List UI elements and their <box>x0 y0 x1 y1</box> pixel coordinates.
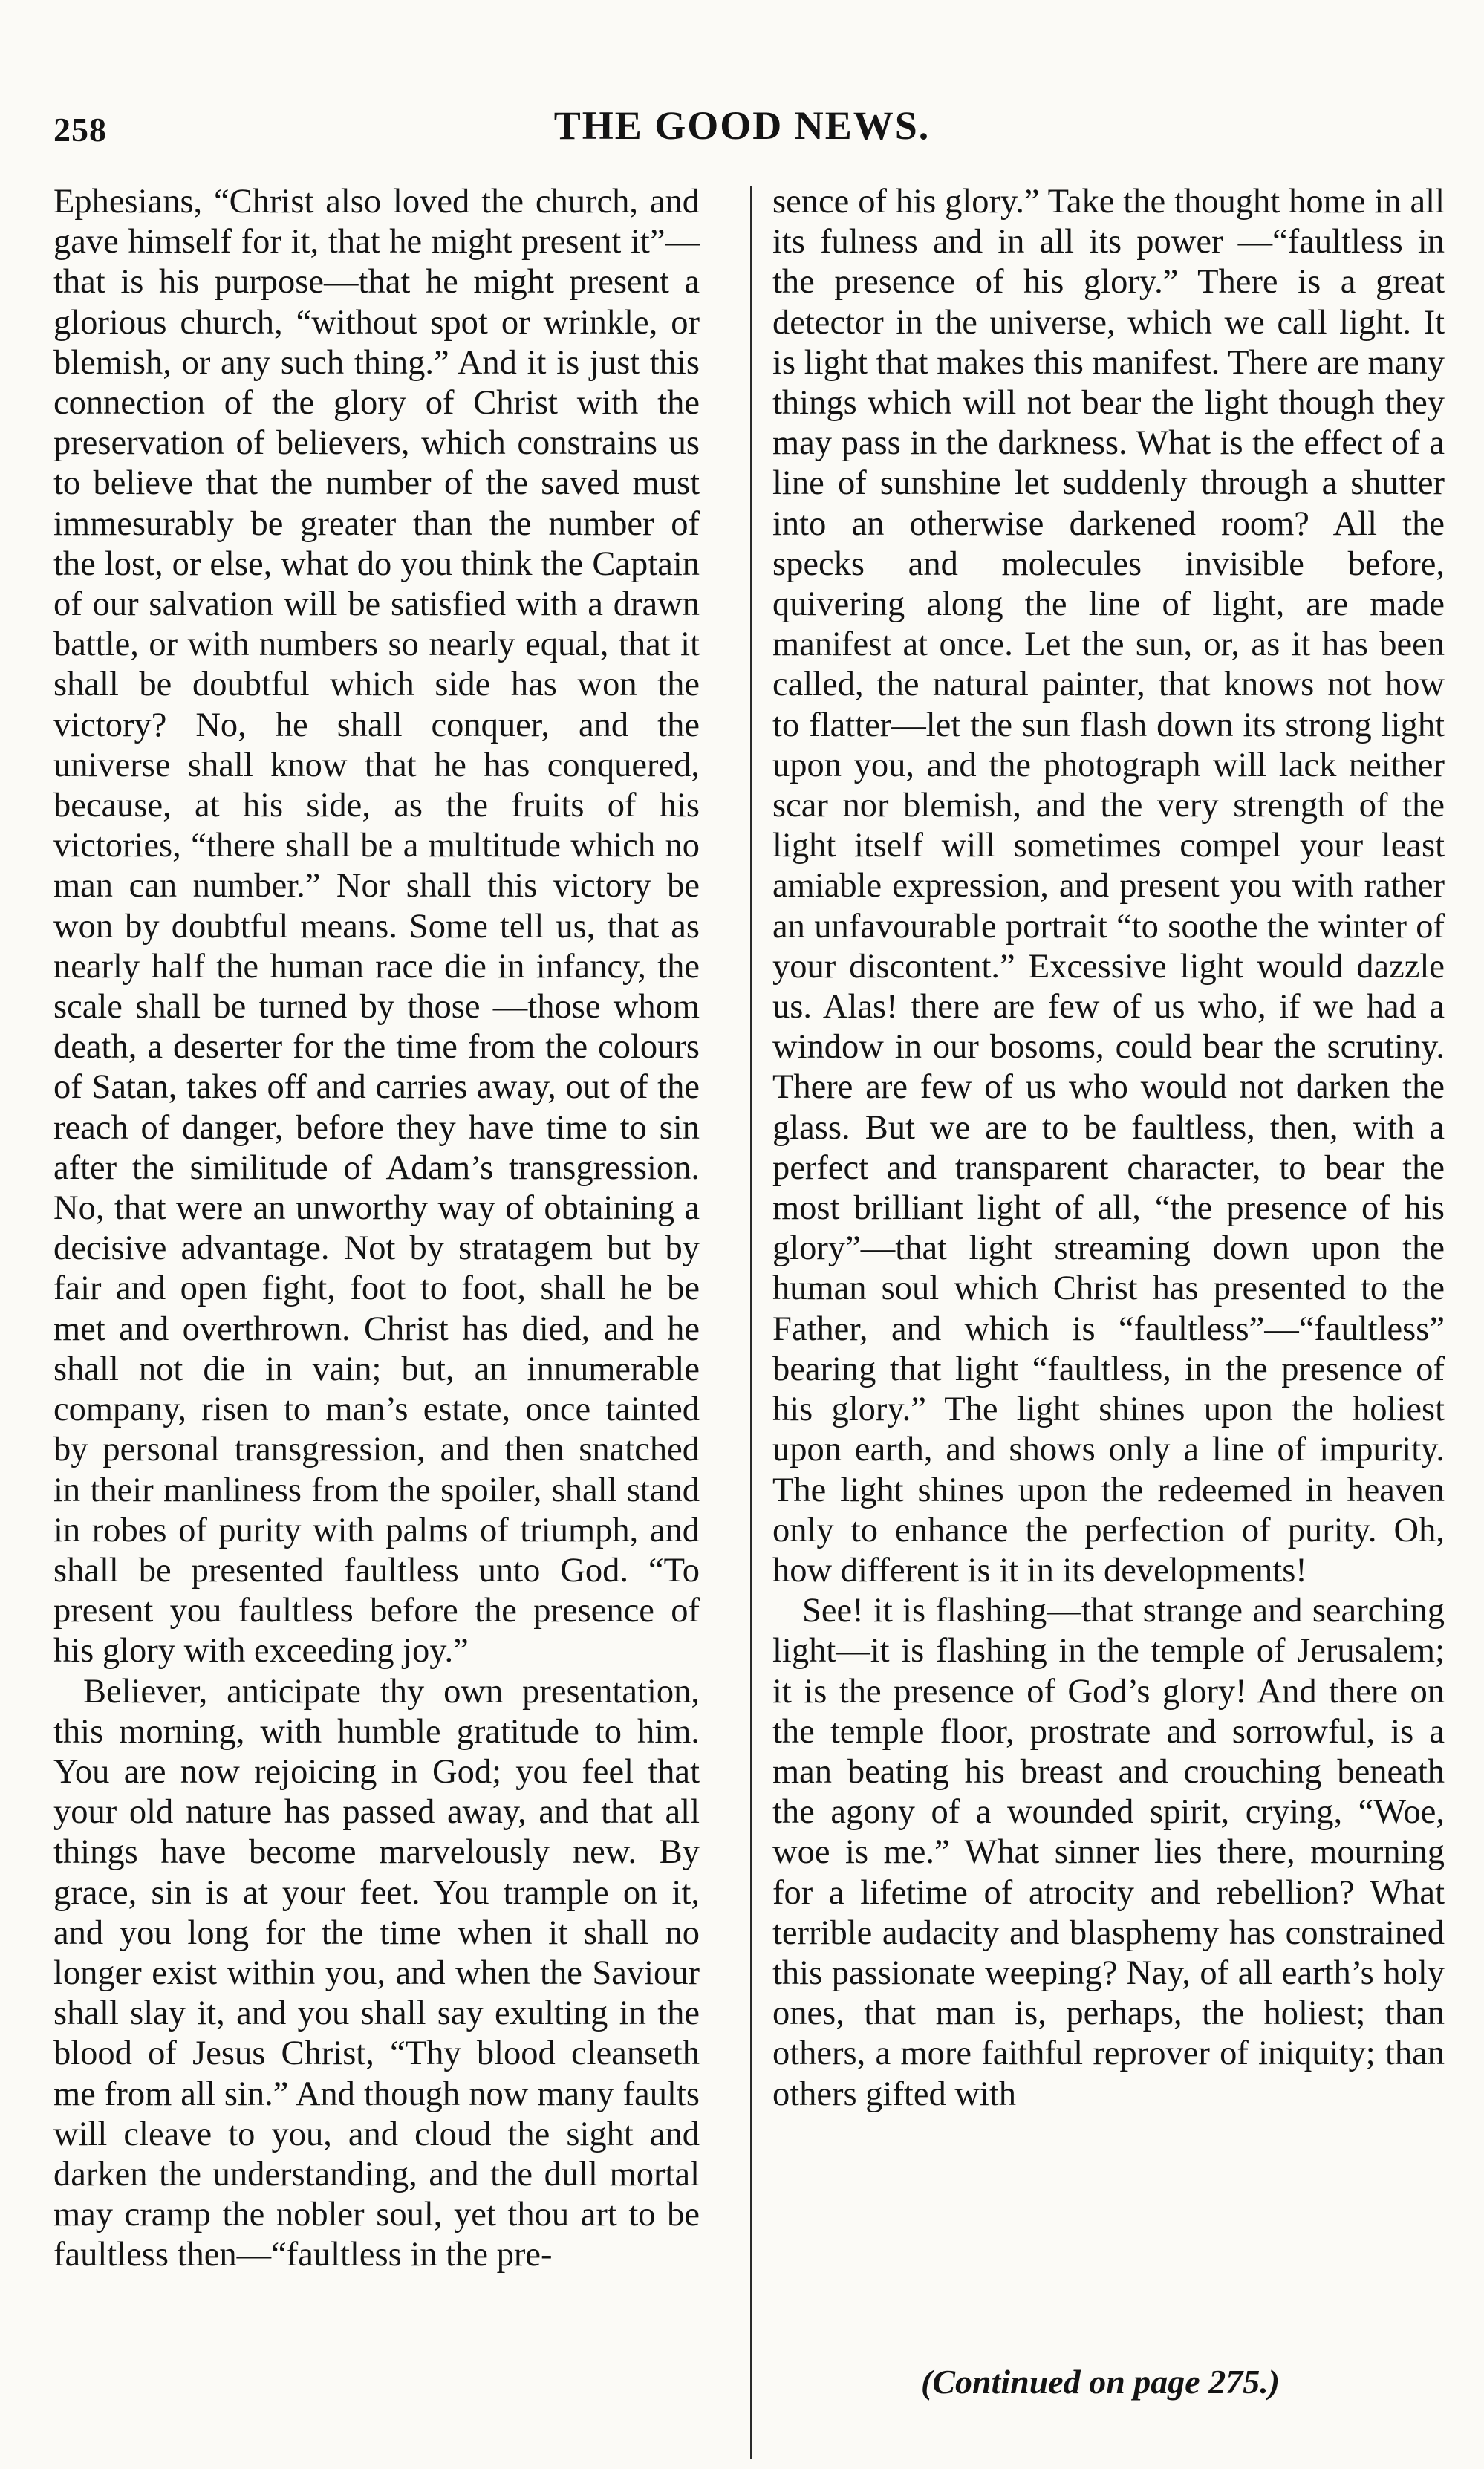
left-paragraph-2: Believer, anticipate thy own presentation, this morning, with humble gratitude to him. You are now rejoicing in God; you feel that your old nature has passed away, and that all things have become marvelously new. By grace, sin is at your feet. You trample on it, and you long for the time when it shall no longer exist within you, and when the Saviour shall slay it, and you shall say exulting in the blood of Jesus Christ, “Thy blood cleanseth me from all sin.” And though now many faults will cleave to you, and cloud the sight and darken the understanding, and the dull mortal may cramp the nobler soul, yet thou art to be faultless then—“faultless in the pre- <box>53 1672 700 2274</box>
page-title: THE GOOD NEWS. <box>553 103 931 148</box>
right-paragraph-2: See! it is flashing—that strange and searching light—it is flashing in the temple of Jerusalem; it is the presence of God’s glory! And there on the temple floor, prostrate and sorrowful, is a man beating his breast and crouching beneath the agony of a wounded spirit, crying, “Woe, woe is me.” What sinner lies there, mourning for a lifetime of atrocity and rebellion? What terrible audacity and blasphemy has constrained this passionate weeping? Nay, of all earth’s holy ones, that man is, perhaps, the holiest; than others, a more faithful reprover of iniquity; than others gifted with <box>772 1592 1445 2113</box>
right-paragraph-1: sence of his glory.” Take the thought home in all its fulness and in all its power —“faultless in the presence of his glory.” There is a great detector in the universe, which we call light. It is light that makes this manifest. There are many things which will not bear the light though they may pass in the darkness. What is the effect of a line of sunshine let suddenly through a shutter into an otherwise darkened room? All the specks and molecules invisible before, quivering along the line of light, are made manifest at once. Let the sun, or, as it has been called, the natural painter, that knows not how to flatter—let the sun flash down its strong light upon you, and the photograph will lack neither scar nor blemish, and the very strength of the light itself will sometimes compel your least amiable expression, and present you with rather an unfavourable portrait “to soothe the winter of your discontent.” Excessive light would dazzle us. Alas! there are few of us who, if we had a window in our bosoms, could bear the scrutiny. There are few of us who would not darken the glass. But we are to be faultless, then, with a perfect and transparent character, to bear the most brilliant light of all, “the presence of his glory”—that light streaming down upon the human soul which Christ has presented to the Father, and which is “faultless”—“faultless” bearing that light “faultless, in the presence of his glory.” The light shines upon the holiest upon earth, and shows only a line of impurity. The light shines upon the redeemed in heaven only to enhance the perfection of purity. Oh, how different is it in its developments! <box>772 183 1445 1590</box>
left-paragraph-1: Ephesians, “Christ also loved the church, and gave himself for it, that he might present it”—that is his purpose—that he might present a glorious church, “without spot or wrinkle, or blemish, or any such thing.” And it is just this connection of the glory of Christ with the preservation of believers, which constrains us to believe that the number of the saved must immesurably be greater than the number of the lost, or else, what do you think the Captain of our salvation will be satisfied with a drawn battle, or with numbers so nearly equal, that it shall be doubtful which side has won the victory? No, he shall conquer, and the universe shall know that he has conquered, because, at his side, as the fruits of his victories, “there shall be a multitude which no man can number.” Nor shall this victory be won by doubtful means. Some tell us, that as nearly half the human race die in infancy, the scale shall be turned by those —those whom death, a deserter for the time from the colours of Satan, takes off and carries away, out of the reach of danger, before they have time to sin after the similitude of Adam’s transgression. No, that were an unworthy way of obtaining a decisive advantage. Not by stratagem but by fair and open fight, foot to foot, shall he be met and overthrown. Christ has died, and he shall not die in vain; but, an innumerable company, risen to man’s estate, once tainted by personal transgression, and then snatched in their manliness from the spoiler, shall stand in robes of purity with palms of triumph, and shall be presented faultless unto God. “To present you faultless before the presence of his glory with exceeding joy.” <box>53 183 700 1671</box>
page-number: 258 <box>53 111 107 149</box>
left-column <box>53 182 700 2276</box>
column-divider <box>750 186 752 2459</box>
continued-note: (Continued on page 275.) <box>921 2363 1280 2401</box>
right-column <box>772 182 1445 2115</box>
